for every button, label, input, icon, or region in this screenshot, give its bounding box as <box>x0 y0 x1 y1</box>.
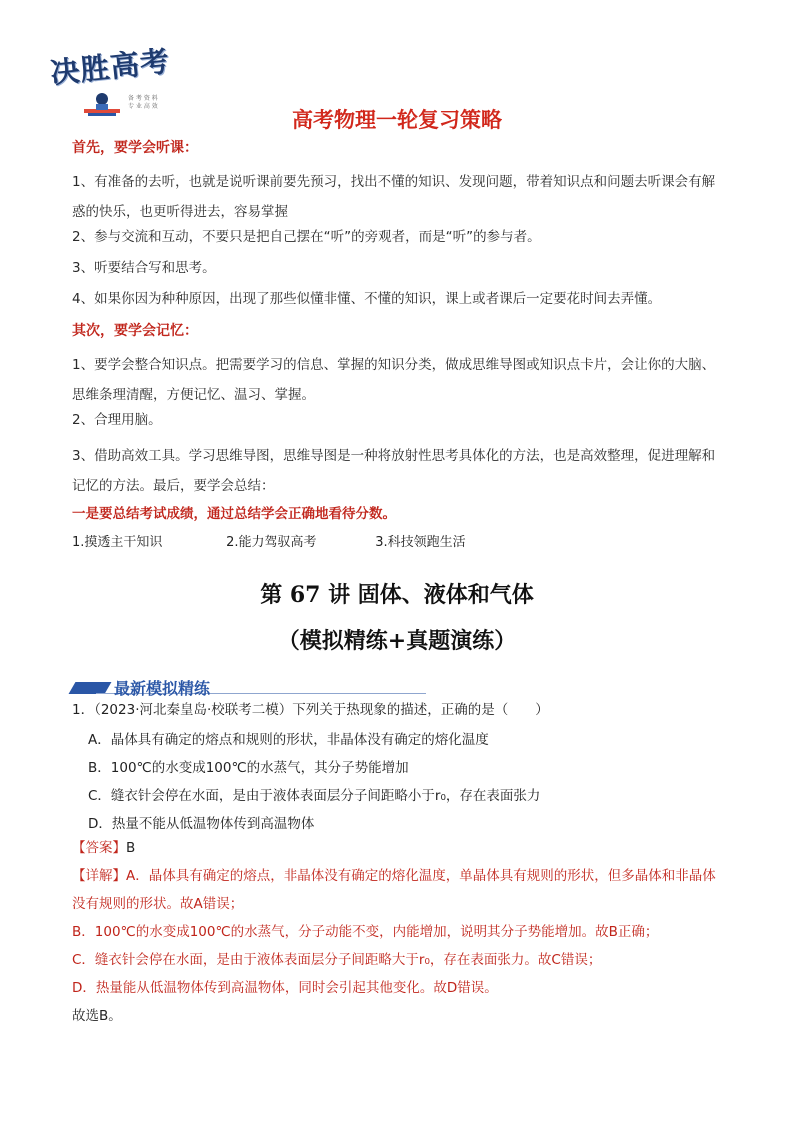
option-a: A．晶体具有确定的熔点和规则的形状，非晶体没有确定的熔化温度 <box>88 732 489 748</box>
detail-b: B．100℃的水变成100℃的水蒸气，分子动能不变，内能增加，说明其分子势能增加。故B正确； <box>72 924 659 940</box>
heading-memory: 其次，要学会记忆： <box>72 323 198 339</box>
answer-label: 【答案】 <box>72 840 126 856</box>
detail-d: D．热量能从低温物体传到高温物体，同时会引起其他变化。故D错误。 <box>72 980 498 996</box>
heading-listen: 首先，要学会听课： <box>72 140 198 156</box>
three-points <box>72 531 466 550</box>
listen-item-3: 3、听要结合写和思考。 <box>72 260 216 276</box>
section-banner <box>72 676 432 696</box>
memory-item-1: 1、要学会整合知识点。把需要学习的信息、掌握的知识分类，做成思维导图或知识点卡片，会让你的大脑、思维条理清醒，方便记忆、温习、掌握。 <box>72 357 716 403</box>
question-stem: 1．（2023·河北秦皇岛·校联考二模）下列关于热现象的描述，正确的是（ ） <box>72 702 549 718</box>
lecture-subtitle: （模拟精练+真题演练） <box>277 628 517 654</box>
page-title: 高考物理一轮复习策略 <box>292 108 502 132</box>
conclusion: 故选B。 <box>72 1008 122 1024</box>
memory-item-2: 2、合理用脑。 <box>72 412 162 428</box>
point-2: 2.能力驾驭高考 <box>226 535 317 550</box>
summary-line: 一是要总结考试成绩，通过总结学会正确地看待分数。 <box>72 506 396 522</box>
detail-c: C．缝衣针会停在水面，是由于液体表面层分子间距略大于r₀，存在表面张力。故C错误； <box>72 952 602 968</box>
listen-item-2: 2、参与交流和互动，不要只是把自己摆在“听”的旁观者，而是“听”的参与者。 <box>72 229 541 245</box>
lecture-title: 第 67 讲 固体、液体和气体 <box>260 582 534 608</box>
logo-sub-line-1: 备 考 资 料 <box>128 95 158 102</box>
point-3: 3.科技领跑生活 <box>375 535 466 550</box>
listen-item-4: 4、如果你因为种种原因，出现了那些似懂非懂、不懂的知识，课上或者课后一定要花时间去弄懂。 <box>72 291 662 307</box>
memory-item-3: 3、借助高效工具。学习思维导图，思维导图是一种将放射性思考具体化的方法，也是高效整理，促进理解和记忆的方法。最后，要学会总结： <box>72 448 716 494</box>
option-b: B．100℃的水变成100℃的水蒸气，其分子势能增加 <box>88 760 409 776</box>
logo-sub-line-2: 专 业 高 效 <box>128 103 158 110</box>
logo-title: 决胜高考 <box>48 43 172 91</box>
section-label: 最新模拟精练 <box>114 679 211 698</box>
detail-a <box>72 862 724 918</box>
detail-a-text: A．晶体具有确定的熔点，非晶体没有确定的熔化温度，单晶体具有规则的形状，但多晶体和非晶体没有规则的形状。故A错误； <box>72 868 716 912</box>
answer-value: B <box>126 840 136 856</box>
answer-line <box>72 834 724 862</box>
detail-label: 【详解】 <box>72 868 126 884</box>
option-c: C．缝衣针会停在水面，是由于液体表面层分子间距略小于r₀，存在表面张力 <box>88 788 541 804</box>
listen-item-1: 1、有准备的去听，也就是说听课前要先预习，找出不懂的知识、发现问题，带着知识点和问题去听课会有解惑的快乐，也更听得进去，容易掌握 <box>72 174 716 220</box>
point-1: 1.摸透主干知识 <box>72 535 163 550</box>
option-d: D．热量不能从低温物体传到高温物体 <box>88 816 315 832</box>
